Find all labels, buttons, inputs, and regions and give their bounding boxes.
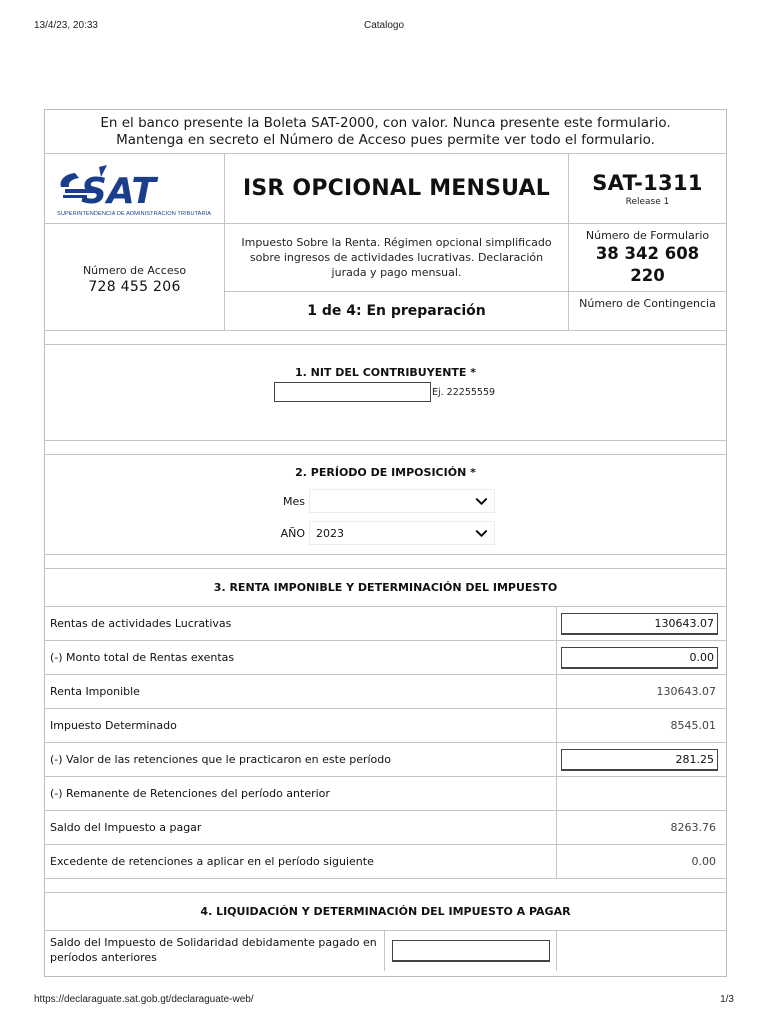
row-value-cell (557, 641, 726, 674)
declaration-form (44, 109, 727, 977)
section-4-row (45, 931, 726, 971)
sat-logo-text: SAT (80, 170, 156, 212)
contingency-number-label: Número de Contingencia (579, 297, 716, 310)
row-label: Saldo del Impuesto a pagar (45, 811, 557, 844)
form-header (45, 154, 726, 331)
year-select[interactable] (309, 521, 495, 545)
section-spacer (45, 879, 726, 893)
section-4-title: 4. LIQUIDACIÓN Y DETERMINACIÓN DEL IMPUESTO A PAGAR (200, 905, 571, 918)
sat-logo-mark (55, 161, 215, 217)
table-row (45, 811, 726, 845)
table-row (45, 845, 726, 879)
section-spacer (45, 555, 726, 569)
table-row (45, 743, 726, 777)
form-number-label: Número de Formulario (585, 229, 710, 242)
print-page-title: Catalogo (363, 20, 405, 31)
form-code-cell (569, 154, 726, 224)
form-release: Release 1 (625, 197, 670, 207)
form-status: 1 de 4: En preparación (307, 303, 486, 319)
solidarity-tax-input[interactable] (392, 940, 550, 962)
notice-line-2: Mantenga en secreto el Número de Acceso pues permite ver todo el formulario. (116, 132, 655, 148)
computed-amount: 0.00 (691, 855, 716, 868)
month-label: Mes (283, 494, 305, 508)
row-label: Excedente de retenciones a aplicar en el período siguiente (45, 845, 557, 878)
chevron-down-icon (475, 495, 488, 508)
row-label: Rentas de actividades Lucrativas (45, 607, 557, 640)
access-number-cell (45, 224, 224, 330)
period-section (45, 455, 726, 555)
access-number: 728 455 206 (88, 278, 181, 295)
solidarity-tax-value-cell (557, 931, 726, 971)
section-spacer (45, 331, 726, 345)
row-label: Renta Imponible (45, 675, 557, 708)
section-3-title: 3. RENTA IMPONIBLE Y DETERMINACIÓN DEL IMPUESTO (213, 581, 558, 594)
print-page-number: 1/3 (720, 994, 734, 1005)
sat-logo-tagline: SUPERINTENDENCIA DE ADMINISTRACION TRIBUTARIA (56, 210, 211, 217)
year-select-value: 2023 (316, 526, 344, 540)
bank-notice (45, 110, 726, 154)
access-number-label: Número de Acceso (82, 263, 187, 277)
form-number-cell (569, 224, 726, 292)
amount-input[interactable]: 130643.07 (561, 613, 718, 635)
form-description: Impuesto Sobre la Renta. Régimen opcional simplificado sobre ingresos de actividades lucrativas. Declaración jurada y pago mensual. (225, 224, 568, 292)
print-header (34, 20, 734, 34)
sat-logo (45, 154, 224, 224)
form-title: ISR OPCIONAL MENSUAL (225, 154, 568, 224)
row-value-cell (557, 743, 726, 776)
print-url: https://declaraguate.sat.gob.gt/declaraguate-web/ (34, 994, 254, 1005)
row-label: Impuesto Determinado (45, 709, 557, 742)
nit-section (45, 345, 726, 441)
nit-section-title: 1. NIT DEL CONTRIBUYENTE * (294, 366, 477, 379)
computed-amount: 8545.01 (670, 719, 716, 732)
row-value-cell (557, 777, 726, 810)
print-timestamp: 13/4/23, 20:33 (34, 20, 98, 31)
section-3-header (45, 569, 726, 607)
section-spacer (45, 441, 726, 455)
table-row (45, 675, 726, 709)
row-label: (-) Valor de las retenciones que le practicaron en este período (45, 743, 557, 776)
year-label: AÑO (280, 526, 305, 540)
section-4-header (45, 893, 726, 931)
table-row (45, 641, 726, 675)
nit-input[interactable] (274, 382, 431, 402)
row-value-cell (557, 709, 726, 742)
amount-input[interactable]: 281.25 (561, 749, 718, 771)
solidarity-tax-label: Saldo del Impuesto de Solidaridad debidamente pagado en períodos anteriores (45, 931, 385, 971)
form-code: SAT-1311 (592, 171, 703, 195)
table-row (45, 607, 726, 641)
row-value-cell (557, 845, 726, 878)
period-section-title: 2. PERÍODO DE IMPOSICIÓN * (295, 466, 476, 479)
computed-amount: 8263.76 (670, 821, 716, 834)
print-footer (34, 994, 734, 1008)
amount-input[interactable]: 0.00 (561, 647, 718, 669)
table-row (45, 777, 726, 811)
row-value-cell (557, 811, 726, 844)
row-value-cell (557, 675, 726, 708)
computed-amount: 130643.07 (656, 685, 716, 698)
section-3-table (45, 607, 726, 879)
nit-hint: Ej. 22255559 (432, 386, 496, 398)
chevron-down-icon (475, 527, 488, 540)
row-label: (-) Monto total de Rentas exentas (45, 641, 557, 674)
table-row (45, 709, 726, 743)
row-label: (-) Remanente de Retenciones del período anterior (45, 777, 557, 810)
notice-line-1: En el banco presente la Boleta SAT-2000, con valor. Nunca presente este formulario. (100, 115, 671, 131)
form-number-line-1: 38 342 608 (595, 244, 700, 263)
month-select[interactable] (309, 489, 495, 513)
row-value-cell (557, 607, 726, 640)
form-number-line-2: 220 (630, 266, 665, 285)
